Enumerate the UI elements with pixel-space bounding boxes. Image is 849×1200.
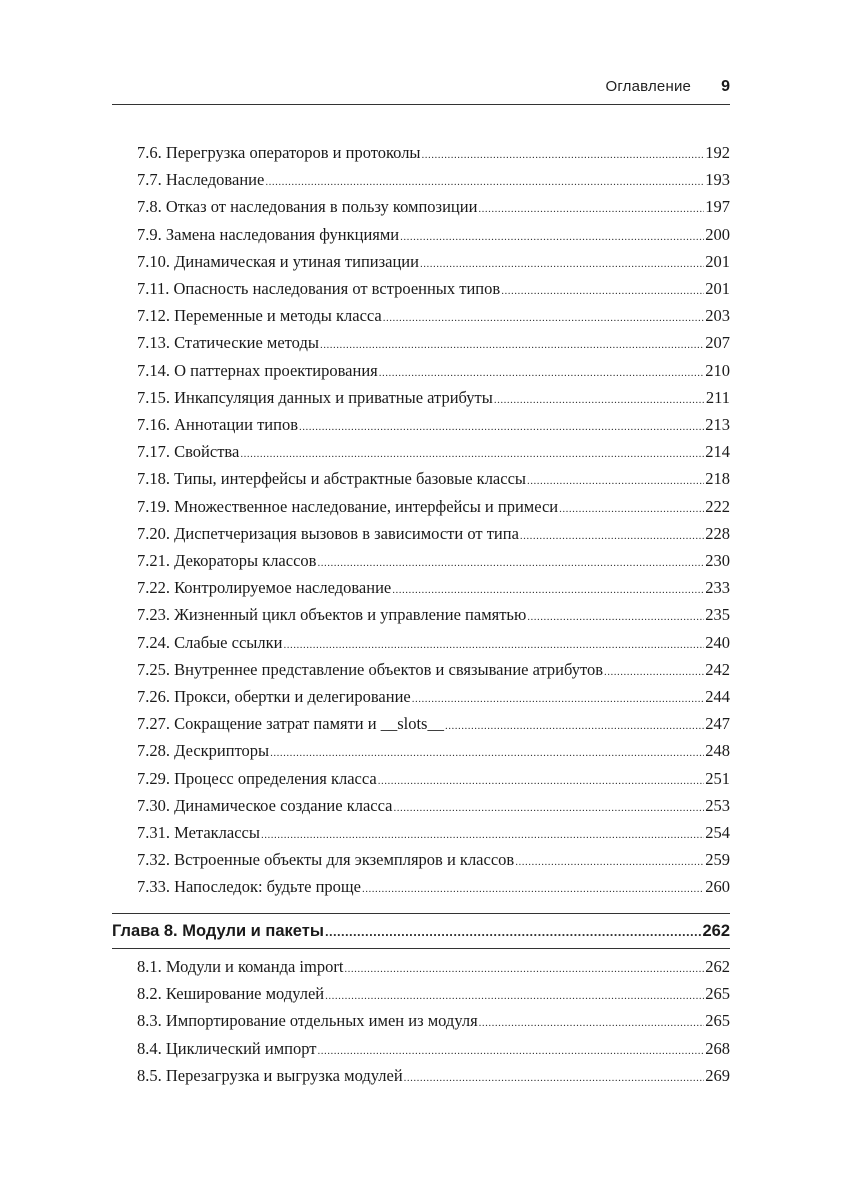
header-rule <box>112 104 730 105</box>
running-header <box>112 78 730 100</box>
entry-page-number: 203 <box>705 306 730 326</box>
entry-text: Внутреннее представление объектов и связывание атрибутов <box>174 659 604 679</box>
entry-number: 7.6. <box>137 143 162 162</box>
dot-leader <box>520 524 704 548</box>
entry-title <box>137 576 391 600</box>
entry-page-number: 200 <box>705 224 730 244</box>
entry-page-number: 233 <box>705 578 730 598</box>
entry-page-number: 201 <box>705 279 730 298</box>
toc-entry <box>137 331 730 355</box>
entry-number: 7.22. <box>137 578 170 598</box>
entry-page-number: 193 <box>705 170 730 190</box>
entry-number: 8.1. <box>137 957 162 976</box>
toc-entry <box>137 168 730 192</box>
entry-title <box>137 495 558 519</box>
toc-entry <box>137 685 730 709</box>
entry-number: 7.12. <box>137 306 170 326</box>
toc-entry <box>137 549 730 573</box>
entry-text: Кеширование модулей <box>165 984 325 1004</box>
entry-page-number: 248 <box>705 741 730 761</box>
dot-leader <box>412 687 705 711</box>
toc-entry <box>137 631 730 655</box>
entry-page-number: 240 <box>705 632 730 652</box>
dot-leader <box>445 714 704 738</box>
entry-title <box>137 1037 316 1061</box>
dot-leader <box>299 415 704 439</box>
entry-text: Слабые ссылки <box>174 632 283 652</box>
dot-leader <box>478 197 704 221</box>
dot-leader <box>422 143 705 167</box>
entry-text: Встроенные объекты для экземпляров и классов <box>174 850 515 870</box>
toc-entry <box>137 794 730 818</box>
entry-number: 7.32. <box>137 850 170 870</box>
toc-entry <box>137 440 730 464</box>
entry-text: Модули и команда import <box>165 957 344 976</box>
dot-leader <box>261 823 704 847</box>
entry-text: Свойства <box>174 442 240 462</box>
entry-text: Метаклассы <box>174 823 260 842</box>
dot-leader <box>420 252 704 276</box>
dot-leader <box>383 306 705 330</box>
toc-entry <box>137 955 730 979</box>
entry-text: Опасность наследования от встроенных типов <box>173 279 501 298</box>
entry-text: Типы, интерфейсы и абстрактные базовые классы <box>174 469 526 489</box>
dot-leader <box>320 333 704 357</box>
entry-title <box>137 1009 478 1033</box>
entry-title <box>137 195 477 219</box>
entry-number: 8.5. <box>137 1065 162 1085</box>
entry-page-number: 251 <box>705 768 730 788</box>
entry-text: Процесс определения класса <box>174 768 377 788</box>
dot-leader <box>400 225 704 249</box>
entry-page-number: 222 <box>705 496 730 516</box>
entry-page-number: 235 <box>705 605 730 625</box>
dot-leader <box>515 850 704 874</box>
entry-title <box>137 848 514 872</box>
dot-leader <box>404 1066 705 1090</box>
entry-number: 7.24. <box>137 632 170 652</box>
entry-page-number: 214 <box>705 442 730 462</box>
toc-entry <box>137 1064 730 1088</box>
entry-number: 8.3. <box>137 1011 162 1031</box>
entry-number: 7.28. <box>137 741 170 761</box>
entry-number: 7.17. <box>137 442 170 462</box>
entry-number: 7.11. <box>137 279 170 298</box>
toc-entry <box>137 413 730 437</box>
entry-number: 7.13. <box>137 333 170 353</box>
entry-number: 7.23. <box>137 605 170 625</box>
dot-leader <box>501 279 704 303</box>
entry-title <box>137 467 526 491</box>
toc-entry <box>137 603 730 627</box>
entry-title <box>137 304 382 328</box>
entry-number: 7.26. <box>137 687 170 706</box>
entry-number: 7.9. <box>137 224 162 244</box>
dot-leader <box>362 877 704 901</box>
toc-entry <box>137 141 730 165</box>
toc-entry <box>137 250 730 274</box>
entry-text: Динамическое создание класса <box>174 795 393 815</box>
entry-page-number: 268 <box>705 1038 730 1058</box>
entry-number: 7.31. <box>137 823 170 842</box>
entry-title <box>137 277 500 301</box>
entry-title <box>137 875 361 899</box>
entry-page-number: 260 <box>705 877 730 897</box>
entry-page-number: 192 <box>705 143 730 162</box>
entry-page-number: 210 <box>705 360 730 380</box>
toc-entry <box>137 848 730 872</box>
entry-title <box>137 1064 403 1088</box>
entry-number: 7.19. <box>137 496 170 516</box>
entry-text: Замена наследования функциями <box>165 224 400 244</box>
entry-page-number: 262 <box>705 957 730 976</box>
entry-text: Импортирование отдельных имен из модуля <box>165 1011 478 1031</box>
entry-title <box>137 982 324 1006</box>
entry-text: Напоследок: будьте проще <box>174 877 361 897</box>
entry-number: 7.7. <box>137 170 162 190</box>
entry-title <box>137 250 419 274</box>
entry-title <box>137 739 269 763</box>
toc-entry <box>137 576 730 600</box>
entry-title <box>137 141 421 165</box>
dot-leader <box>317 1039 704 1063</box>
entry-number: 7.27. <box>137 714 170 734</box>
entry-page-number: 244 <box>705 687 730 706</box>
entry-number: 7.10. <box>137 251 170 271</box>
dot-leader <box>527 605 704 629</box>
toc-entry <box>137 522 730 546</box>
entry-text: Множественное наследование, интерфейсы и примеси <box>174 496 559 516</box>
toc-entry <box>137 304 730 328</box>
dot-leader <box>604 660 704 684</box>
entry-title <box>137 440 239 464</box>
toc-entry <box>137 495 730 519</box>
entry-text: Декораторы классов <box>174 551 317 570</box>
entry-text: Статические методы <box>174 333 319 353</box>
entry-number: 7.30. <box>137 795 170 815</box>
entry-page-number: 253 <box>705 795 730 815</box>
toc-entry <box>137 875 730 899</box>
entry-title <box>137 631 282 655</box>
entry-text: Циклический импорт <box>165 1038 317 1058</box>
toc-entry <box>137 767 730 791</box>
entry-number: 8.2. <box>137 984 162 1004</box>
entry-text: О паттернах проектирования <box>174 360 378 380</box>
entry-number: 7.16. <box>137 415 170 434</box>
dot-leader <box>379 361 704 385</box>
entry-title <box>137 712 444 736</box>
entry-number: 8.4. <box>137 1038 162 1058</box>
toc-entry <box>137 1009 730 1033</box>
entry-title <box>137 794 392 818</box>
toc-entry <box>137 1037 730 1061</box>
entry-number: 7.29. <box>137 768 170 788</box>
entry-page-number: 218 <box>705 469 730 489</box>
entry-number: 7.20. <box>137 523 170 543</box>
toc-entry <box>137 223 730 247</box>
entry-number: 7.33. <box>137 877 170 897</box>
dot-leader <box>559 497 704 521</box>
toc-entry <box>137 359 730 383</box>
dot-leader <box>283 633 704 657</box>
entry-number: 7.8. <box>137 197 162 217</box>
dot-leader <box>317 551 704 575</box>
toc-entry <box>137 658 730 682</box>
entry-number: 7.21. <box>137 551 170 570</box>
entry-page-number: 197 <box>705 197 730 217</box>
chapter-top-rule <box>112 913 730 914</box>
entry-text: Наследование <box>165 170 265 190</box>
entry-title <box>137 955 343 979</box>
dot-leader <box>527 469 704 493</box>
dot-leader <box>378 769 705 793</box>
entry-title <box>137 603 526 627</box>
entry-text: Контролируемое наследование <box>174 578 392 598</box>
entry-text: Прокси, обертки и делегирование <box>174 687 411 706</box>
entry-text: Диспетчеризация вызовов в зависимости от типа <box>174 523 519 543</box>
entry-title <box>137 821 260 845</box>
toc-entry <box>137 739 730 763</box>
entry-title <box>137 413 298 437</box>
entry-text: Перезагрузка и выгрузка модулей <box>165 1065 403 1085</box>
entry-page-number: 259 <box>705 850 730 870</box>
dot-leader <box>344 957 704 981</box>
dot-leader <box>240 442 704 466</box>
dot-leader <box>479 1011 705 1035</box>
chapter-page: 262 <box>702 922 730 940</box>
entry-title <box>137 359 378 383</box>
entry-text: Инкапсуляция данных и приватные атрибуты <box>174 387 493 407</box>
entry-number: 7.14. <box>137 360 170 380</box>
chapter-bottom-rule <box>112 948 730 949</box>
toc-entry <box>137 712 730 736</box>
toc-entry <box>137 195 730 219</box>
entry-title <box>137 223 399 247</box>
toc-entry <box>137 277 730 301</box>
entry-page-number: 247 <box>705 714 730 734</box>
page-number: 9 <box>721 78 730 95</box>
entry-title <box>137 685 411 709</box>
toc-entry <box>137 386 730 410</box>
dot-leader <box>392 578 704 602</box>
entry-page-number: 207 <box>705 333 730 353</box>
entry-text: Жизненный цикл объектов и управление памятью <box>174 605 527 625</box>
entry-page-number: 230 <box>705 551 730 570</box>
entry-text: Динамическая и утиная типизации <box>174 251 419 271</box>
entry-page-number: 269 <box>705 1065 730 1085</box>
entry-number: 7.25. <box>137 659 170 679</box>
entry-title <box>137 767 377 791</box>
entry-text: Дескрипторы <box>174 741 270 761</box>
entry-page-number: 254 <box>705 823 730 842</box>
dot-leader <box>494 388 705 412</box>
entry-text: Перегрузка операторов и протоколы <box>165 143 421 162</box>
dot-leader <box>393 796 704 820</box>
entry-page-number: 242 <box>705 659 730 679</box>
toc-entry <box>137 467 730 491</box>
entry-title <box>137 168 264 192</box>
dot-leader <box>270 741 704 765</box>
entry-title <box>137 522 519 546</box>
entry-number: 7.15. <box>137 387 170 407</box>
entry-title <box>137 331 319 355</box>
entry-number: 7.18. <box>137 469 170 489</box>
entry-page-number: 213 <box>705 415 730 434</box>
entry-page-number: 265 <box>705 984 730 1004</box>
toc-entry <box>137 821 730 845</box>
entry-text: Аннотации типов <box>174 415 298 434</box>
entry-page-number: 211 <box>705 387 730 407</box>
entry-page-number: 228 <box>705 523 730 543</box>
entry-title <box>137 386 493 410</box>
dot-leader <box>325 918 702 946</box>
toc-chapter-8 <box>112 917 730 945</box>
entry-page-number: 265 <box>705 1011 730 1031</box>
dot-leader <box>325 984 704 1008</box>
entry-text: Сокращение затрат памяти и __slots__ <box>174 714 444 734</box>
entry-text: Отказ от наследования в пользу композиции <box>165 197 478 217</box>
toc-entry <box>137 982 730 1006</box>
dot-leader <box>265 170 704 194</box>
chapter-title: Глава 8. Модули и пакеты <box>112 922 324 940</box>
entry-text: Переменные и методы класса <box>174 306 382 326</box>
entry-page-number: 201 <box>705 251 730 271</box>
entry-title <box>137 658 603 682</box>
entry-title <box>137 549 316 573</box>
running-title: Оглавление <box>605 78 692 95</box>
